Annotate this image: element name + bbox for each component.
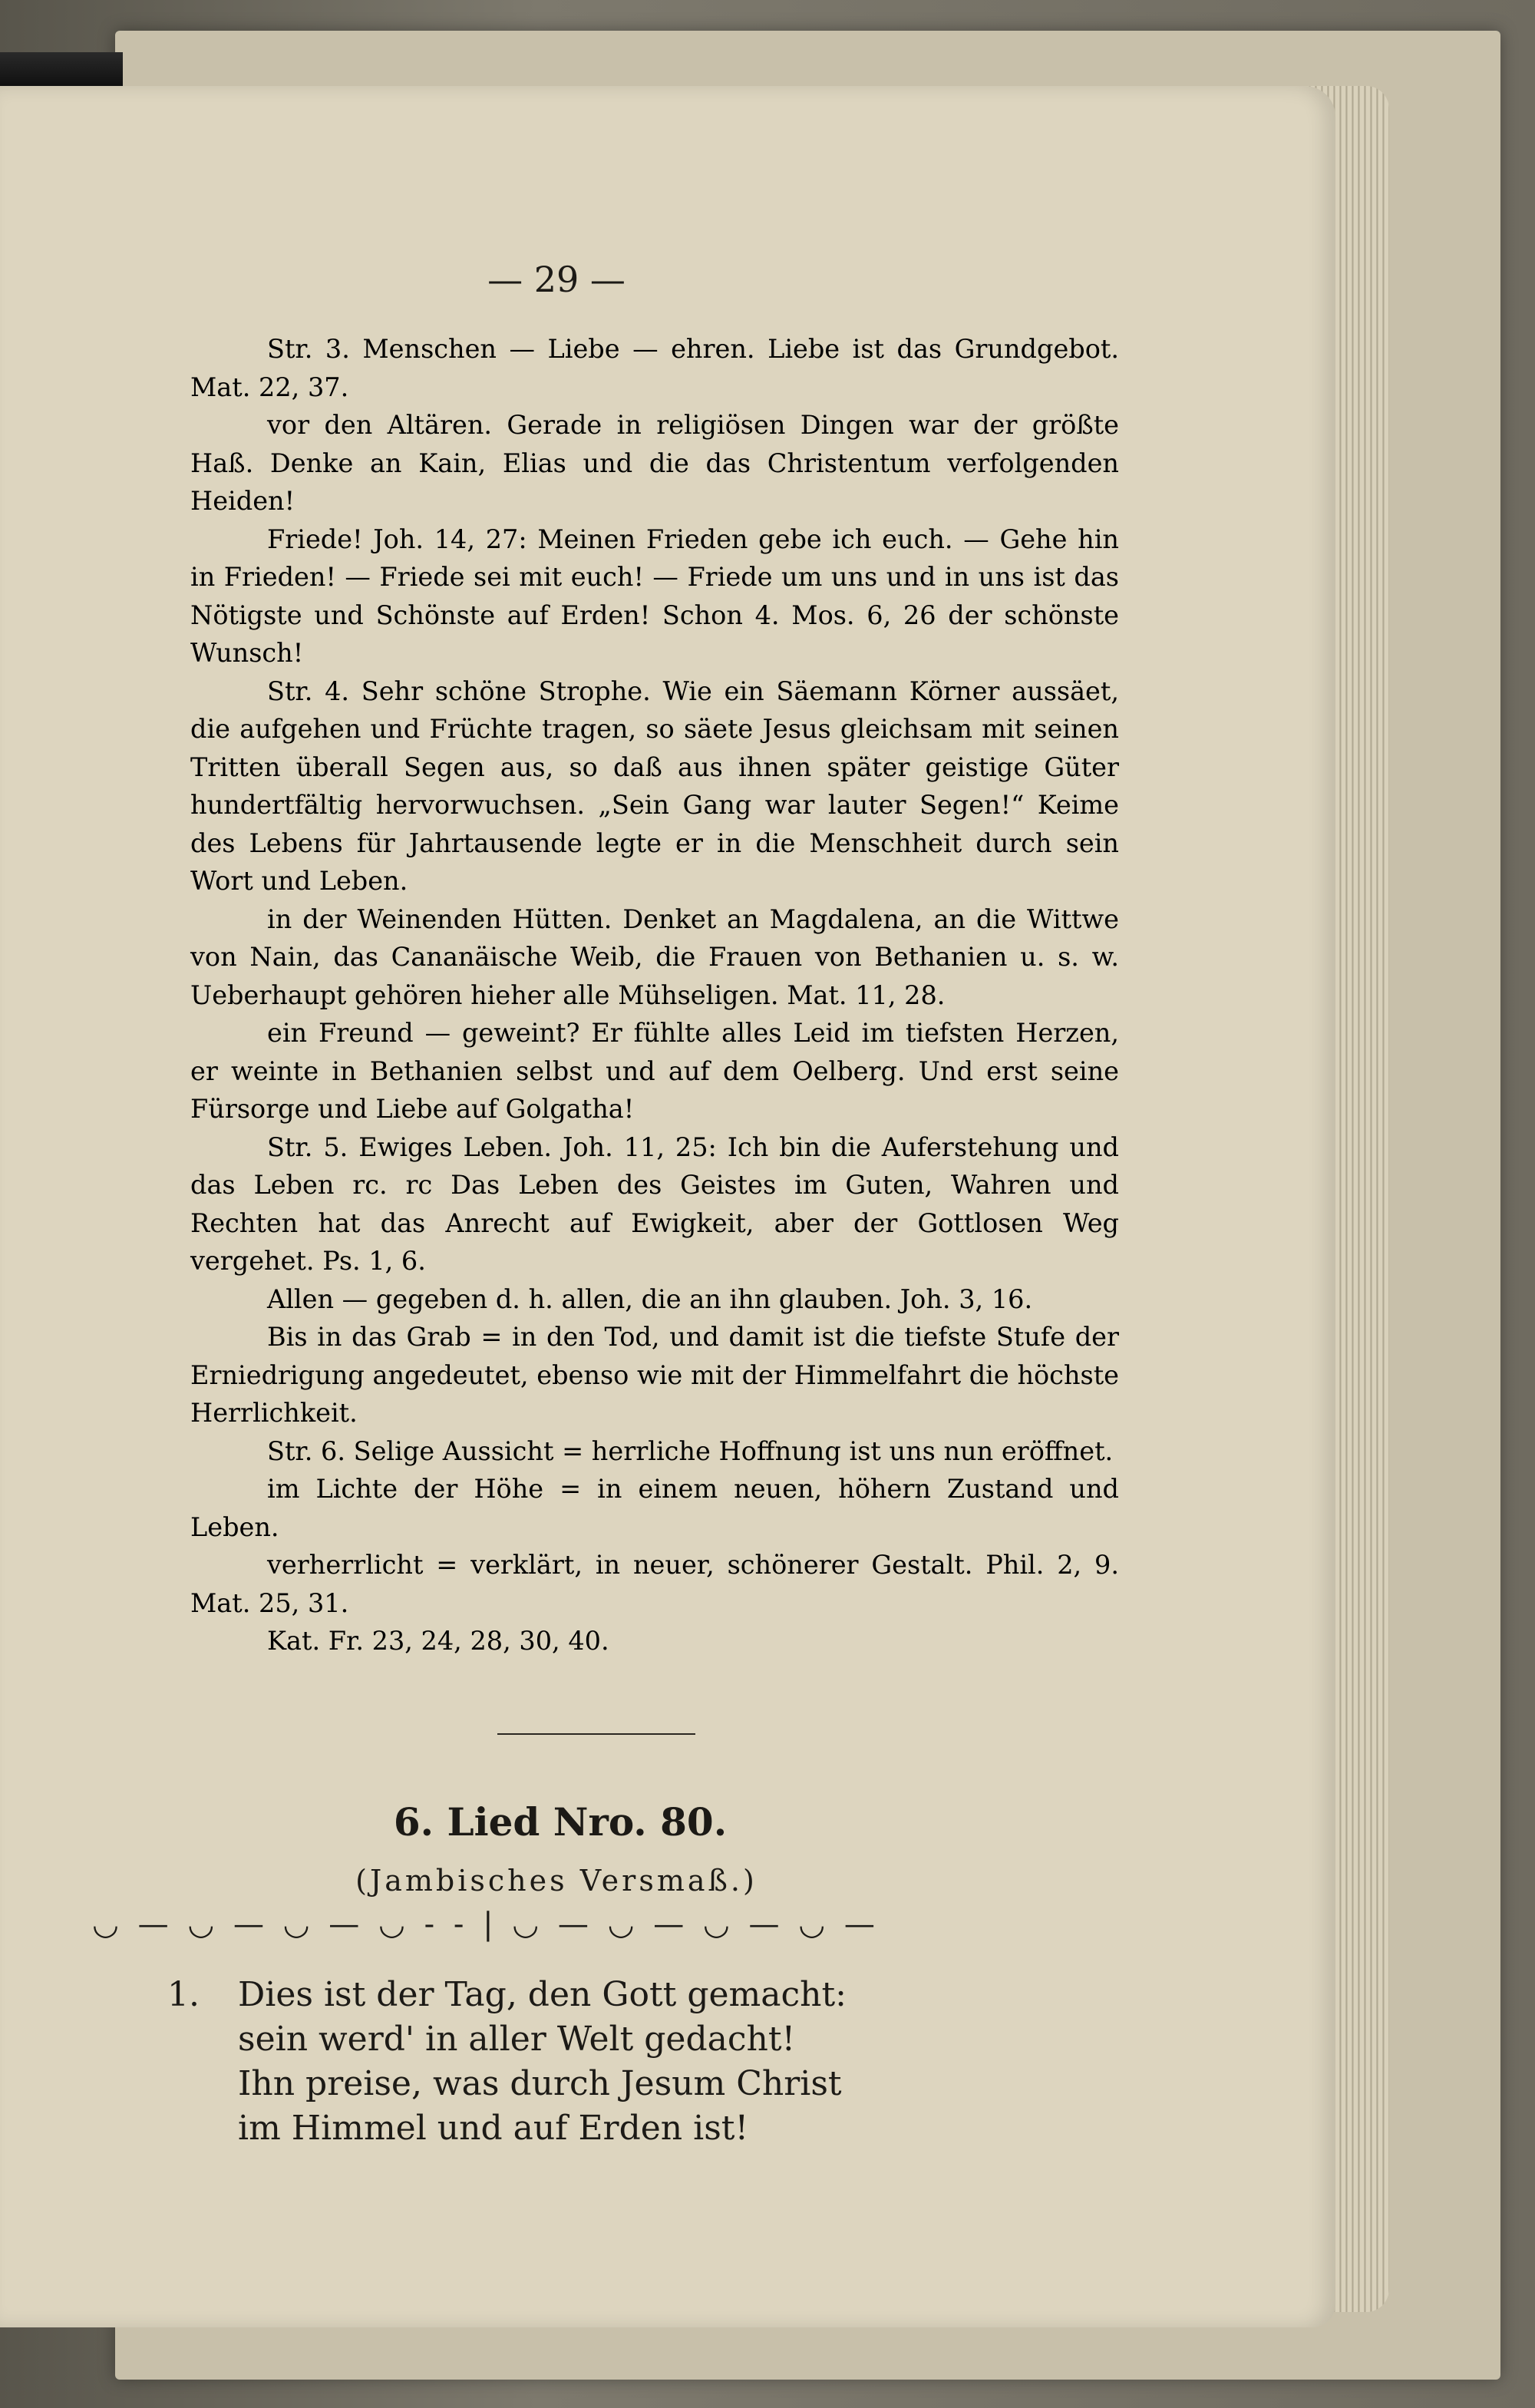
meter-pattern: ◡ — ◡ — ◡ — ◡ - - | ◡ — ◡ — ◡ — ◡ — bbox=[92, 1907, 880, 1942]
commentary-paragraph: Str. 4. Sehr schöne Strophe. Wie ein Säemann Körner aussäet, die aufgehen und Früchte tragen, so säete Jesus gleichsam mit seinen Tritten überall Segen aus, so daß aus ihnen später geistige Güter hundertfältig hervorwuchsen. „Sein Gang war lauter Segen!“ Keime des Lebens für Jahrtausende legte er in die Menschheit durch sein Wort und Leben. bbox=[190, 675, 1119, 896]
song-title: 6. Lied Nro. 80. bbox=[393, 1799, 728, 1845]
commentary-paragraph: Str. 3. Menschen — Liebe — ehren. Liebe ist das Grundgebot. Mat. 22, 37. bbox=[190, 334, 1119, 402]
commentary-paragraph: Friede! Joh. 14, 27: Meinen Frieden gebe ich euch. — Gehe hin in Frieden! — Friede sei mit euch! — Friede um uns und in uns ist das Nötigste und Schönste auf Erden! Schon 4. Mos. 6, 26 der schönste Wunsch! bbox=[190, 524, 1119, 668]
verse-line: sein werd' in aller Welt gedacht! bbox=[238, 2020, 796, 2059]
verse-line: Dies ist der Tag, den Gott gemacht: bbox=[238, 1975, 847, 2014]
verse bbox=[167, 1973, 847, 2151]
commentary-paragraph: Str. 6. Selige Aussicht = herrliche Hoffnung ist uns nun eröffnet. bbox=[267, 1435, 1114, 1466]
verse-line: im Himmel und auf Erden ist! bbox=[238, 2109, 749, 2148]
commentary-paragraph: Str. 5. Ewiges Leben. Joh. 11, 25: Ich bin die Auferstehung und das Leben rc. rc Das Leben des Geistes im Guten, Wahren und Rechten hat das Anrecht auf Ewigkeit, aber der Gottlosen Weg vergehet. Ps. 1, 6. bbox=[190, 1131, 1119, 1276]
commentary-paragraph: im Lichte der Höhe = in einem neuen, höhern Zustand und Leben. bbox=[190, 1474, 1119, 1542]
commentary-paragraph: ein Freund — geweint? Er fühlte alles Leid im tiefsten Herzen, er weinte in Bethanien selbst und auf dem Oelberg. Und erst seine Fürsorge und Liebe auf Golgatha! bbox=[190, 1018, 1119, 1124]
commentary-paragraph: vor den Altären. Gerade in religiösen Dingen war der größte Haß. Denke an Kain, Elias und die das Christentum verfolgenden Heiden! bbox=[190, 410, 1119, 516]
commentary-paragraph: Bis in das Grab = in den Tod, und damit ist die tiefste Stufe der Erniedrigung angedeutet, ebenso wie mit der Himmelfahrt die höchste Herrlichkeit. bbox=[190, 1322, 1119, 1428]
commentary-paragraph: verherrlicht = verklärt, in neuer, schönerer Gestalt. Phil. 2, 9. Mat. 25, 31. bbox=[190, 1550, 1119, 1618]
verse-line: Ihn preise, was durch Jesum Christ bbox=[238, 2064, 842, 2103]
commentary-body bbox=[190, 330, 1119, 1660]
page-number: — 29 — bbox=[487, 259, 626, 300]
verse-number: 1. bbox=[167, 1975, 200, 2014]
commentary-paragraph: Allen — gegeben d. h. allen, die an ihn glauben. Joh. 3, 16. bbox=[267, 1283, 1033, 1314]
commentary-paragraph: Kat. Fr. 23, 24, 28, 30, 40. bbox=[267, 1626, 609, 1656]
section-divider bbox=[497, 1733, 695, 1735]
book-page bbox=[0, 86, 1335, 2327]
meter-label: (Jambisches Versmaß.) bbox=[355, 1864, 758, 1898]
commentary-paragraph: in der Weinenden Hütten. Denket an Magdalena, an die Wittwe von Nain, das Cananäische Weib, die Frauen von Bethanien u. s. w. Ueberhaupt gehören hieher alle Mühseligen. Mat. 11, 28. bbox=[190, 903, 1119, 1010]
